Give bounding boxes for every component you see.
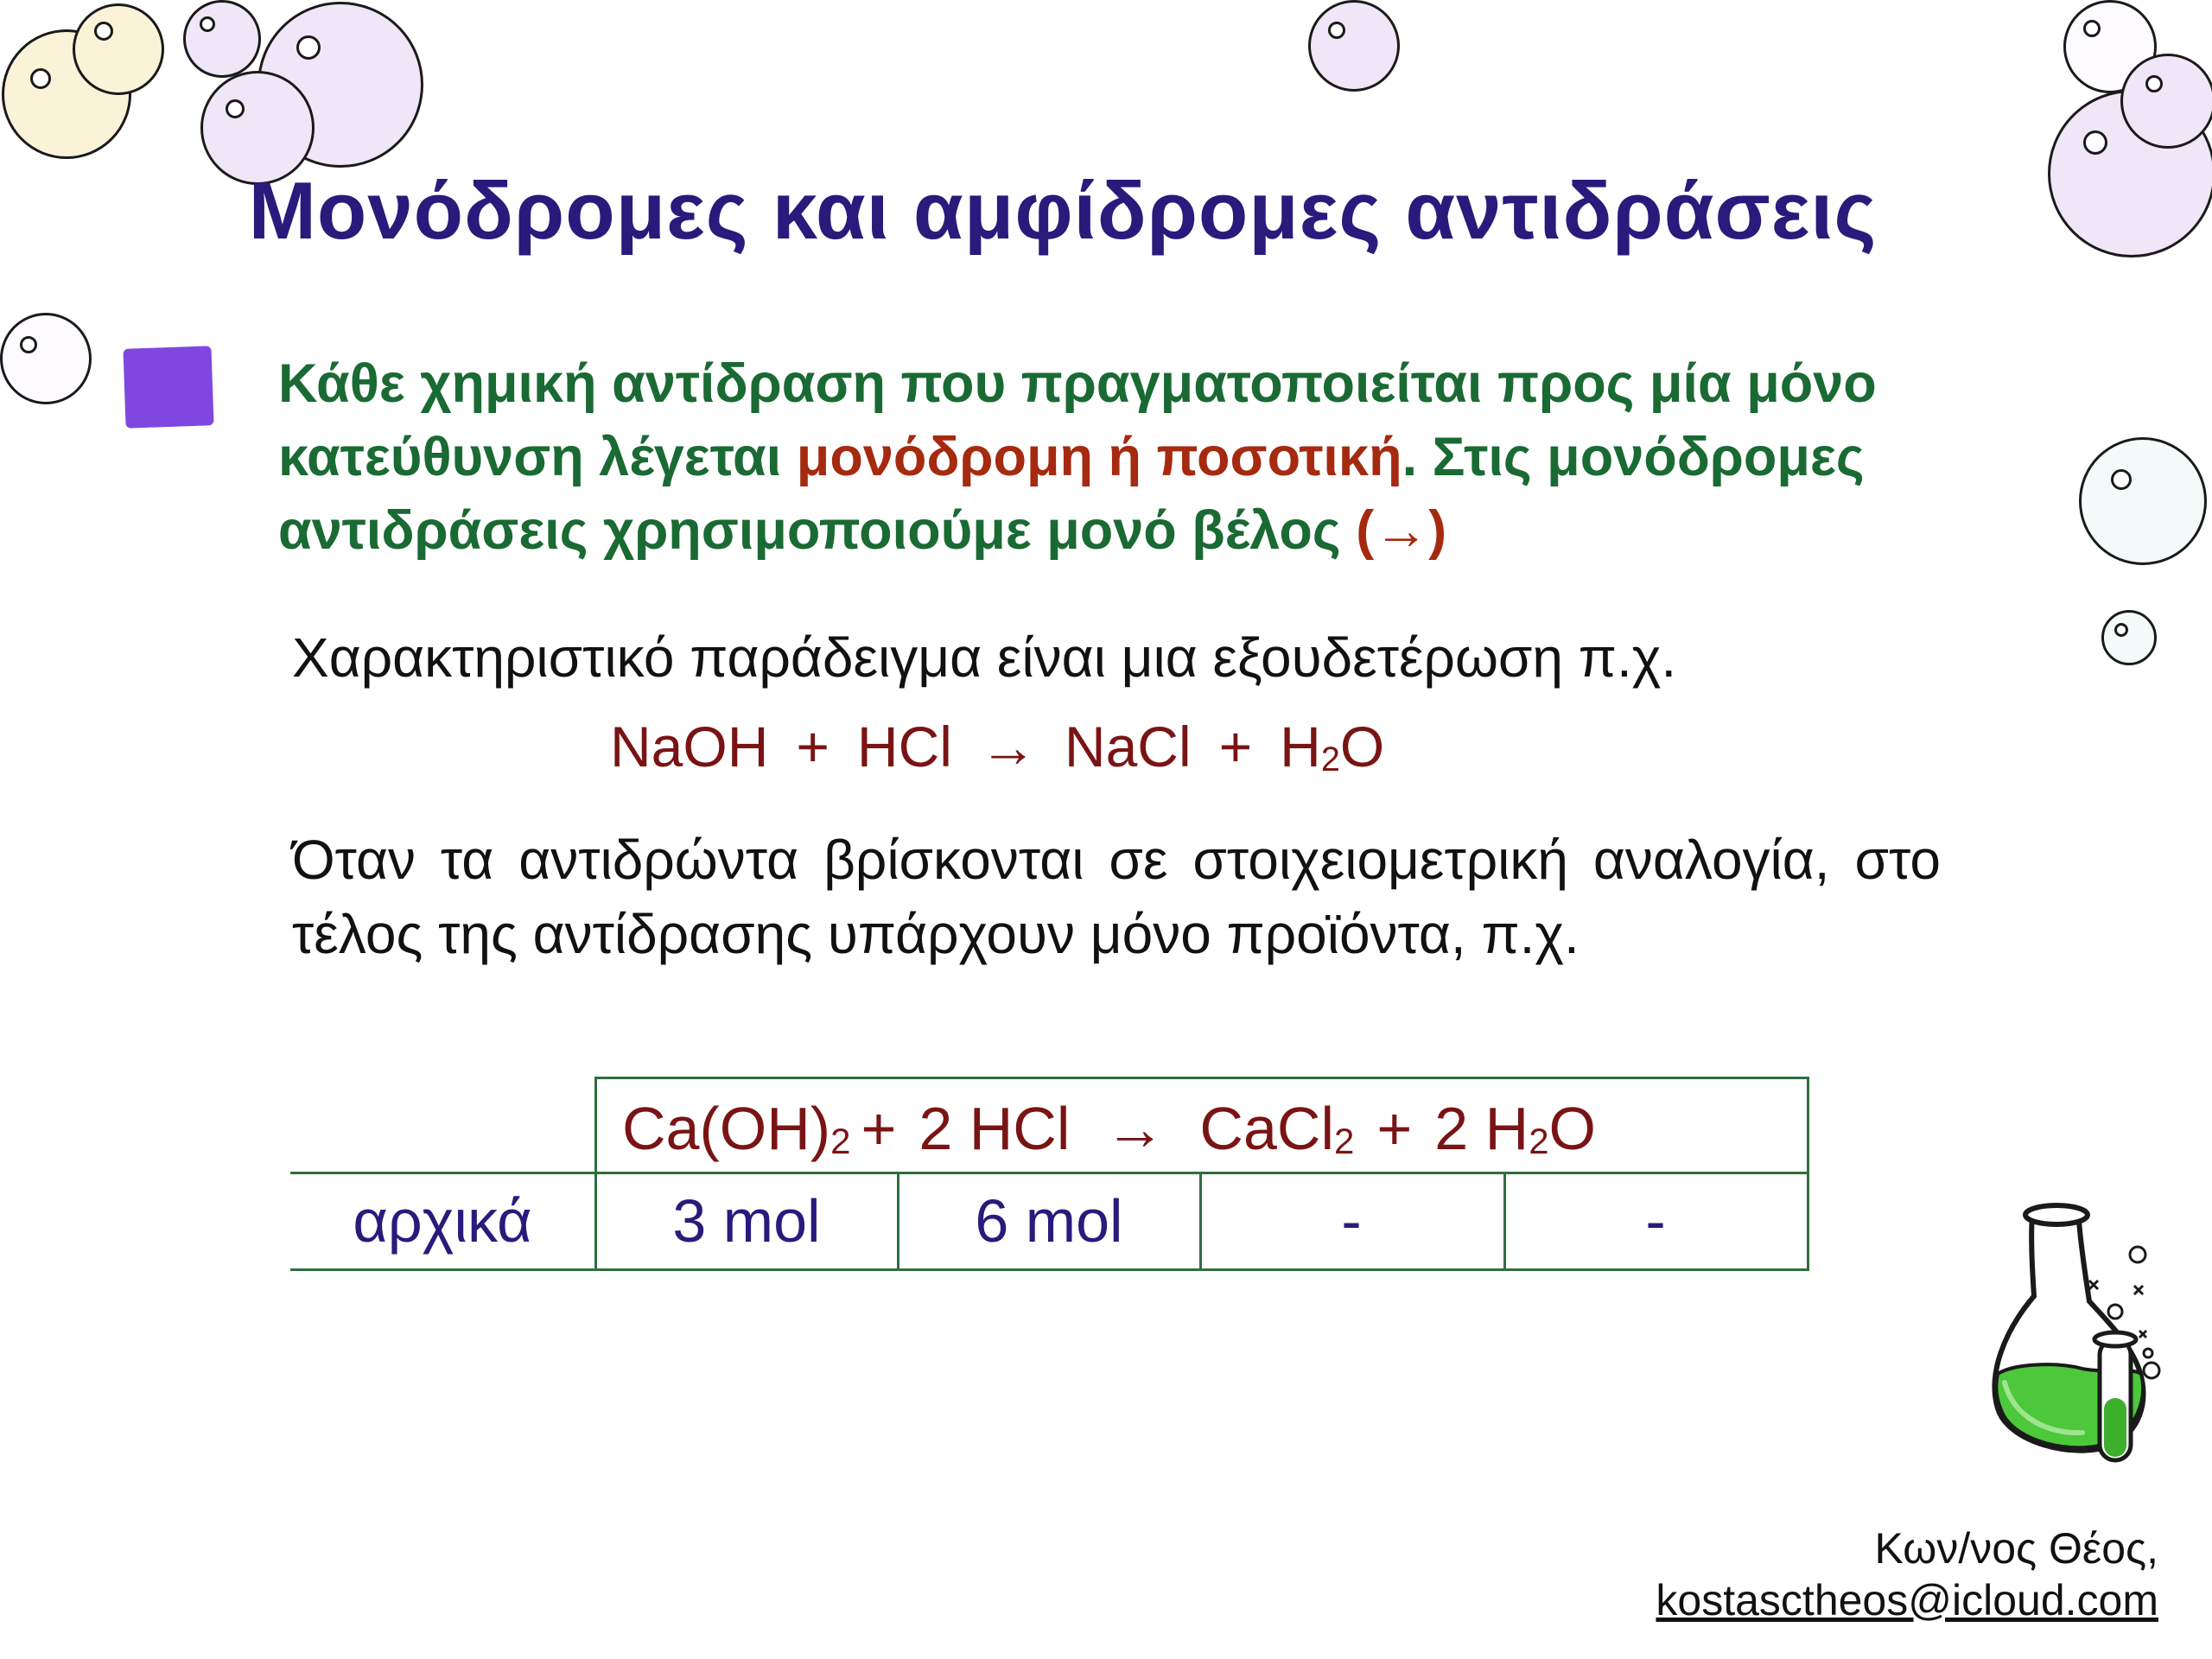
eq1-reactant1: NaOH bbox=[610, 715, 769, 779]
bubble-decoration-mint bbox=[2079, 437, 2207, 565]
eq1-reactant2: HCl bbox=[856, 715, 952, 779]
example-line: Χαρακτηριστικό παράδειγμα είναι μια εξουδετέρωση π.χ. bbox=[292, 626, 1677, 689]
eq2-p1-base: CaCl bbox=[1199, 1095, 1334, 1162]
eq1-product2-sub: 2 bbox=[1320, 740, 1340, 779]
neutralization-equation bbox=[610, 714, 1384, 779]
eq2-r1 bbox=[622, 1095, 850, 1162]
eq2-p2 bbox=[1434, 1095, 1596, 1162]
bubble-decoration-cream bbox=[73, 3, 164, 95]
intro-text-part2: . Στις μονόδρομες αντιδράσεις χρησιμοποιούμε μονό βέλος bbox=[278, 427, 1865, 561]
eq1-product2-tail: O bbox=[1339, 715, 1385, 779]
eq2-plus2: + bbox=[1376, 1095, 1413, 1162]
eq2-r2: 2 HCl bbox=[918, 1095, 1071, 1162]
bullet-square-icon bbox=[123, 346, 213, 429]
eq1-plus1: + bbox=[796, 715, 830, 779]
eq1-product2 bbox=[1280, 715, 1384, 779]
table-border bbox=[290, 1268, 1809, 1271]
intro-definition bbox=[278, 347, 1963, 568]
eq2-p2-base: 2 H bbox=[1434, 1095, 1529, 1162]
eq2-p1 bbox=[1199, 1095, 1354, 1162]
eq2-p2-tail: O bbox=[1548, 1095, 1596, 1162]
eq2-r1-sub: 2 bbox=[830, 1121, 851, 1162]
bubble-decoration-mint bbox=[2101, 610, 2157, 665]
intro-text-part1: Κάθε χημική αντίδραση που πραγματοποιείται προς μία μόνο κατεύθυνση λέγεται bbox=[278, 353, 1877, 487]
table-cell: 3 mol bbox=[672, 1187, 821, 1255]
table-cell: 6 mol bbox=[975, 1187, 1123, 1255]
eq2-p1-sub: 2 bbox=[1334, 1121, 1355, 1162]
bubble-decoration-lavender bbox=[2120, 54, 2212, 149]
author-credit bbox=[1656, 1522, 2158, 1626]
stoichiometry-table bbox=[290, 1077, 1809, 1274]
table-cell: - bbox=[1645, 1187, 1666, 1255]
chemistry-flask-icon bbox=[1979, 1201, 2186, 1478]
eq2-plus1: + bbox=[861, 1095, 897, 1162]
bubble-decoration-white bbox=[0, 313, 92, 404]
bubble-decoration-lavender bbox=[1308, 0, 1400, 92]
table-border bbox=[594, 1077, 1809, 1079]
intro-arrow: (→) bbox=[1356, 500, 1447, 561]
intro-highlight: μονόδρομη ή ποσοτική bbox=[796, 427, 1402, 487]
slide-title: Μονόδρομες και αμφίδρομες αντιδράσεις bbox=[248, 165, 1878, 256]
eq1-product1: NaCl bbox=[1064, 715, 1192, 779]
eq1-product2-base: H bbox=[1280, 715, 1321, 779]
eq2-arrow: → bbox=[1104, 1095, 1166, 1162]
author-email-link[interactable]: kostasctheos@icloud.com bbox=[1656, 1576, 2158, 1624]
eq2-p2-sub: 2 bbox=[1529, 1121, 1549, 1162]
stoichiometry-paragraph: Όταν τα αντιδρώντα βρίσκονται σε στοιχειομετρική αναλογία, στο τέλος της αντίδρασης υπάρχουν μόνο προϊόντα, π.χ. bbox=[292, 829, 1941, 965]
table-cell: - bbox=[1341, 1187, 1362, 1255]
eq1-plus2: + bbox=[1218, 715, 1253, 779]
bubble-decoration-lavender bbox=[183, 0, 261, 78]
author-name: Κων/νος Θέος, bbox=[1874, 1524, 2158, 1573]
table-header-equation bbox=[622, 1094, 1596, 1163]
eq1-arrow: → bbox=[979, 715, 1037, 779]
table-row-label: αρχικά bbox=[353, 1187, 532, 1255]
eq2-r1-base: Ca(OH) bbox=[622, 1095, 831, 1162]
